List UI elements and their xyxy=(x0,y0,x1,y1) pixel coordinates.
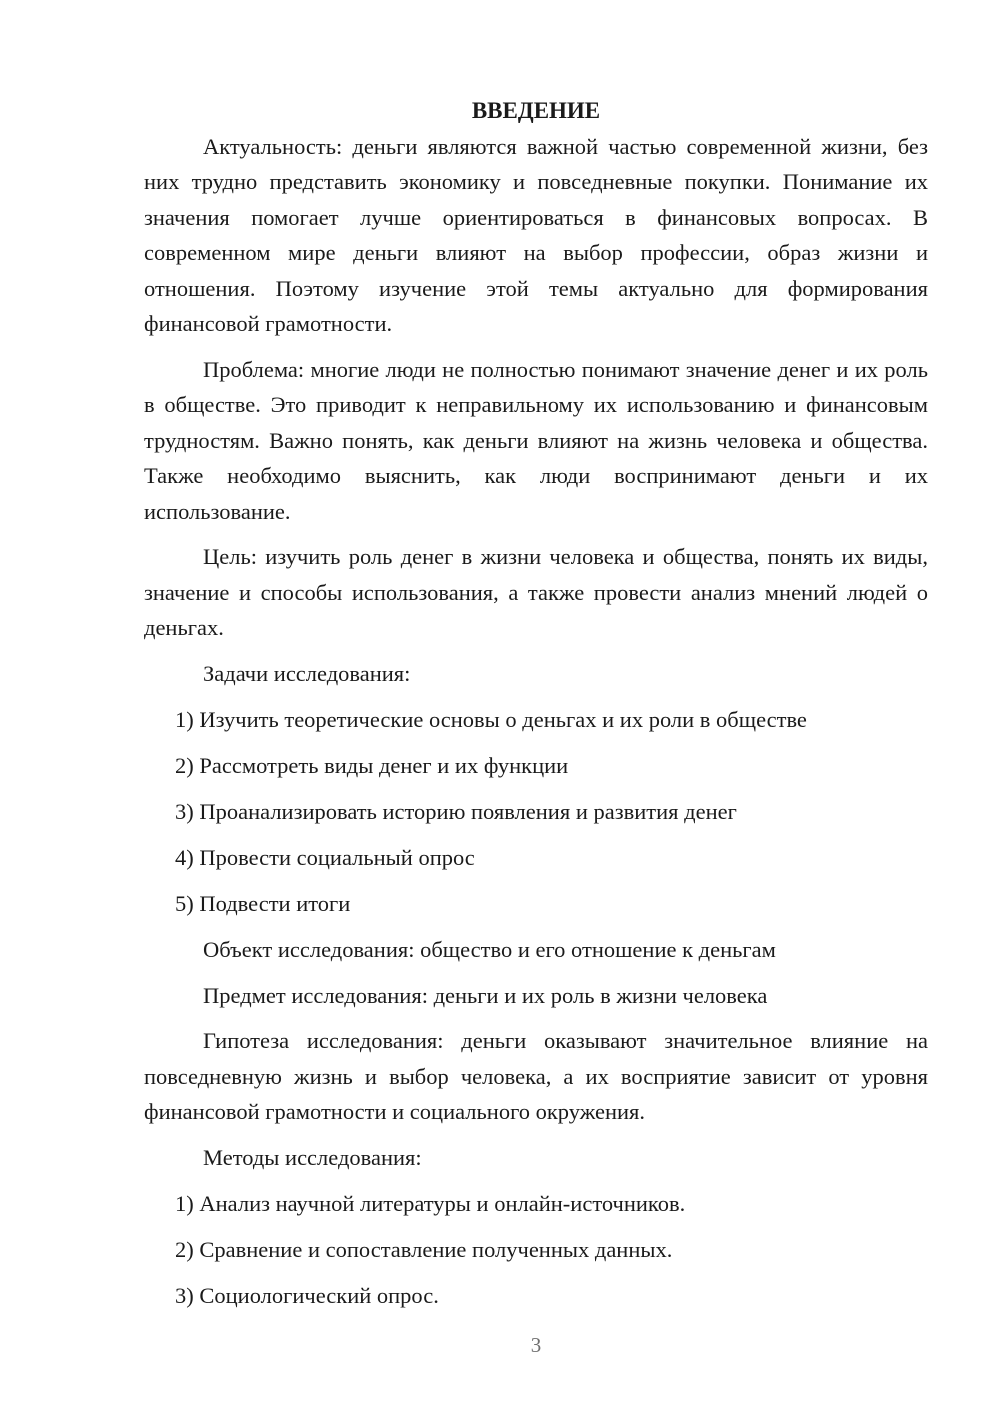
page-number: 3 xyxy=(530,1333,542,1357)
relevance-paragraph: Актуальность: деньги являются важной частью современной жизни, без них трудно представить экономику и повседневные покупки. Понимание их значения помогает лучше ориентироваться в финансовых вопросах. В современном мире деньги влияют на выбор профессии, образ жизни и отношения. Поэтому изучение этой темы актуально для формирования финансовой грамотности. xyxy=(144,134,928,337)
task-item: 3) Проанализировать историю появления и развития денег xyxy=(175,798,737,824)
hypothesis-paragraph: Гипотеза исследования: деньги оказывают значительное влияние на повседневную жизнь и выбор человека, а их восприятие зависит от уровня финансовой грамотности и социального окружения. xyxy=(144,1028,928,1125)
tasks-label: Задачи исследования: xyxy=(203,661,411,687)
page-title: ВВЕДЕНИЕ xyxy=(471,98,601,123)
subject-paragraph: Предмет исследования: деньги и их роль в жизни человека xyxy=(203,982,768,1008)
task-item: 4) Провести социальный опрос xyxy=(175,844,475,870)
method-item: 3) Социологический опрос. xyxy=(175,1282,439,1308)
tasks-list xyxy=(144,702,928,921)
methods-label: Методы исследования: xyxy=(203,1145,422,1171)
task-item: 2) Рассмотреть виды денег и их функции xyxy=(175,753,569,778)
document-body xyxy=(144,93,928,1324)
task-item: 1) Изучить теоретические основы о деньгах и их роли в обществе xyxy=(175,707,807,733)
goal-paragraph: Цель: изучить роль денег в жизни человека и общества, понять их виды, значение и способы использования, а также провести анализ мнений людей о деньгах. xyxy=(144,544,928,641)
methods-list xyxy=(144,1186,928,1313)
task-item: 5) Подвести итоги xyxy=(175,890,351,916)
method-item: 2) Сравнение и сопоставление полученных данных. xyxy=(175,1236,673,1262)
object-paragraph: Объект исследования: общество и его отношение к деньгам xyxy=(203,936,776,962)
problem-paragraph: Проблема: многие люди не полностью понимают значение денег и их роль в обществе. Это приводит к неправильному их использованию и финансовым трудностям. Важно понять, как деньги влияют на жизнь человека и общества. Также необходимо выяснить, как люди воспринимают деньги и их использование. xyxy=(144,356,928,524)
method-item: 1) Анализ научной литературы и онлайн-источников. xyxy=(175,1191,686,1217)
